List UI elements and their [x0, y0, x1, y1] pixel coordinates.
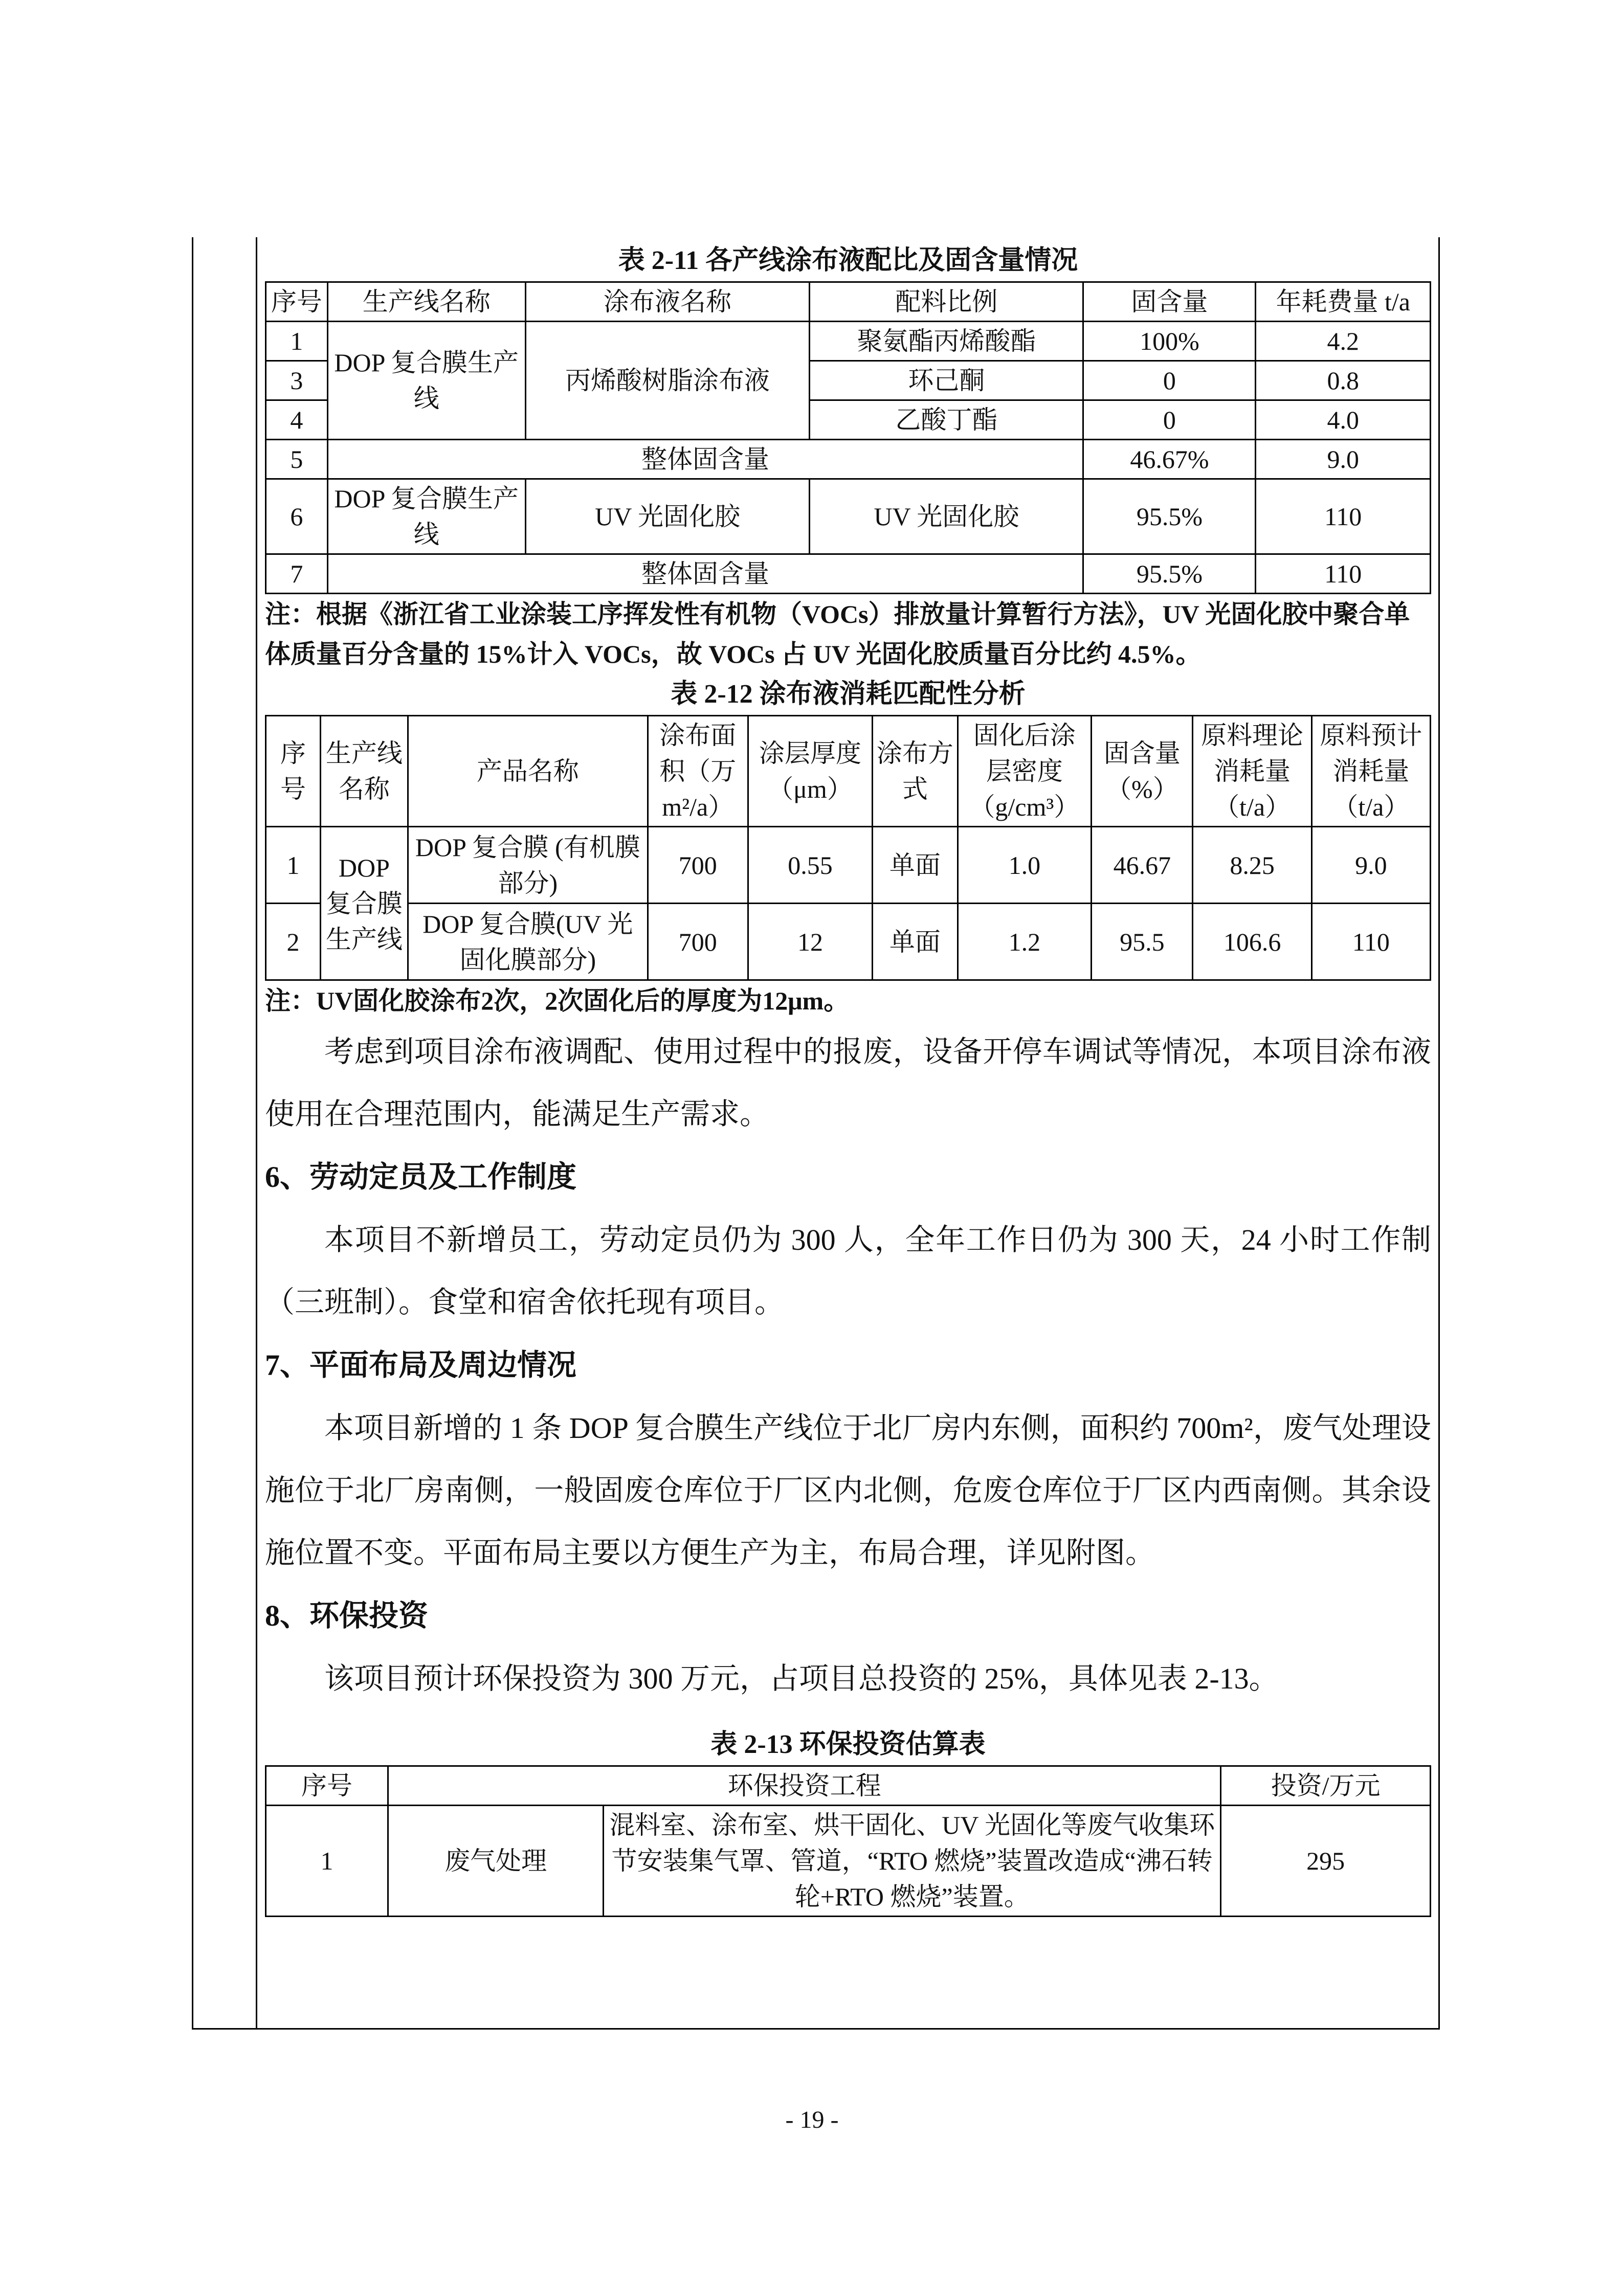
cell-no: 4	[266, 400, 328, 440]
cell-expected: 9.0	[1311, 827, 1430, 904]
cell-no: 5	[266, 440, 328, 479]
cell-solid: 46.67%	[1083, 440, 1256, 479]
header-cell: 涂布面积（万 m²/a）	[648, 716, 748, 827]
table-row	[266, 322, 1431, 361]
cell-theory: 8.25	[1193, 827, 1311, 904]
cell-solid: 0	[1083, 400, 1256, 440]
cell-product: DOP 复合膜(UV 光固化膜部分)	[408, 904, 648, 980]
cell-line: DOP 复合膜生产线	[327, 322, 525, 440]
cell-ratio: 环己酮	[810, 361, 1083, 400]
cell-usage: 9.0	[1256, 440, 1431, 479]
table-row	[266, 440, 1431, 479]
section-heading-8: 8、环保投资	[265, 1599, 429, 1632]
header-cell: 涂层厚度（μm）	[748, 716, 873, 827]
table-2-12-caption: 表 2-12 涂布液消耗匹配性分析	[671, 680, 1026, 709]
cell-usage: 4.2	[1256, 322, 1431, 361]
header-cell: 年耗费量 t/a	[1256, 282, 1431, 322]
table-2-11	[265, 281, 1431, 594]
cell-area: 700	[648, 827, 748, 904]
cell-solid: 95.5%	[1083, 554, 1256, 594]
cell-solid: 95.5	[1092, 904, 1193, 980]
header-cell: 生产线名称	[327, 282, 525, 322]
header-cell: 序号	[266, 282, 328, 322]
cell-merged: 整体固含量	[327, 440, 1083, 479]
cell-usage: 110	[1256, 554, 1431, 594]
table-2-11-caption: 表 2-11 各产线涂布液配比及固含量情况	[618, 246, 1078, 275]
header-cell: 固含量（%）	[1092, 716, 1193, 827]
cell-no: 1	[266, 322, 328, 361]
cell-ratio: 乙酸丁酯	[810, 400, 1083, 440]
paragraph-investment: 该项目预计环保投资为 300 万元，占项目总投资的 25%，具体见表 2-13。	[324, 1662, 1279, 1695]
cell-no: 2	[266, 904, 321, 980]
cell-density: 1.0	[958, 827, 1092, 904]
page-number: - 19 -	[785, 2106, 839, 2133]
table-2-11-note: 注：根据《浙江省工业涂装工序挥发性有机物（VOCs）排放量计算暂行方法》，UV 光固化胶中聚合单体质量百分含量的 15%计入 VOCs，故 VOCs 占 UV 光固化胶质量百分比约 4.5%。	[265, 600, 1410, 668]
table-header-row	[266, 1766, 1431, 1806]
cell-ratio: UV 光固化胶	[810, 479, 1083, 554]
cell-product: DOP 复合膜 (有机膜部分)	[408, 827, 648, 904]
table-row	[266, 479, 1431, 554]
table-header-row	[266, 282, 1431, 322]
cell-line: DOP 复合膜生产线	[327, 479, 525, 554]
table-2-12	[265, 715, 1431, 981]
cell-ratio: 聚氨酯丙烯酸酯	[810, 322, 1083, 361]
frame-inner-line	[256, 237, 257, 2030]
cell-no: 1	[266, 827, 321, 904]
section-heading-6: 6、劳动定员及工作制度	[265, 1160, 577, 1194]
cell-mode: 单面	[873, 904, 958, 980]
cell-no: 3	[266, 361, 328, 400]
table-2-13	[265, 1765, 1431, 1917]
table-header-row	[266, 716, 1431, 827]
cell-merged: 整体固含量	[327, 554, 1083, 594]
cell-area: 700	[648, 904, 748, 980]
header-cell: 投资/万元	[1221, 1766, 1431, 1806]
cell-liquid: 丙烯酸树脂涂布液	[525, 322, 810, 440]
header-cell: 序号	[266, 1766, 388, 1806]
paragraph-layout: 本项目新增的 1 条 DOP 复合膜生产线位于北厂房内东侧，面积约 700m²，废气处理设施位于北厂房南侧，一般固废仓库位于厂区内北侧，危废仓库位于厂区内西南侧。其余设施位置不变。平面布局主要以方便生产为主，布局合理，详见附图。	[265, 1411, 1431, 1569]
header-cell: 固化后涂层密度（g/cm³）	[958, 716, 1092, 827]
table-row	[266, 1806, 1431, 1917]
table-row	[266, 904, 1431, 980]
cell-usage: 4.0	[1256, 400, 1431, 440]
cell-theory: 106.6	[1193, 904, 1311, 980]
cell-solid: 100%	[1083, 322, 1256, 361]
cell-thickness: 12	[748, 904, 873, 980]
cell-no: 1	[266, 1806, 388, 1917]
header-cell: 配料比例	[810, 282, 1083, 322]
header-cell: 涂布液名称	[525, 282, 810, 322]
header-cell: 固含量	[1083, 282, 1256, 322]
header-cell: 生产线名称	[321, 716, 408, 827]
section-heading-7: 7、平面布局及周边情况	[265, 1348, 577, 1382]
paragraph-coating-usage: 考虑到项目涂布液调配、使用过程中的报废，设备开停车调试等情况，本项目涂布液使用在合理范围内，能满足生产需求。	[265, 1035, 1431, 1131]
cell-mode: 单面	[873, 827, 958, 904]
header-cell: 原料预计消耗量（t/a）	[1311, 716, 1430, 827]
table-2-13-caption: 表 2-13 环保投资估算表	[710, 1730, 986, 1759]
cell-amount: 295	[1221, 1806, 1431, 1917]
cell-expected: 110	[1311, 904, 1430, 980]
cell-line: DOP 复合膜生产线	[321, 827, 408, 980]
cell-usage: 0.8	[1256, 361, 1431, 400]
cell-category: 废气处理	[388, 1806, 604, 1917]
table-row	[266, 827, 1431, 904]
page-content	[265, 240, 1431, 1917]
header-cell: 产品名称	[408, 716, 648, 827]
header-cell: 序号	[266, 716, 321, 827]
paragraph-staffing: 本项目不新增员工，劳动定员仍为 300 人，全年工作日仍为 300 天，24 小时工作制（三班制）。食堂和宿舍依托现有项目。	[265, 1223, 1431, 1319]
cell-thickness: 0.55	[748, 827, 873, 904]
table-row	[266, 554, 1431, 594]
cell-density: 1.2	[958, 904, 1092, 980]
header-cell: 涂布方式	[873, 716, 958, 827]
header-cell: 原料理论消耗量（t/a）	[1193, 716, 1311, 827]
header-cell: 环保投资工程	[388, 1766, 1221, 1806]
cell-desc: 混料室、涂布室、烘干固化、UV 光固化等废气收集环节安装集气罩、管道，“RTO 燃烧”装置改造成“沸石转轮+RTO 燃烧”装置。	[604, 1806, 1221, 1917]
cell-solid: 0	[1083, 361, 1256, 400]
cell-solid: 46.67	[1092, 827, 1193, 904]
cell-solid: 95.5%	[1083, 479, 1256, 554]
cell-no: 6	[266, 479, 328, 554]
cell-liquid: UV 光固化胶	[525, 479, 810, 554]
cell-usage: 110	[1256, 479, 1431, 554]
table-2-12-note: 注：UV固化胶涂布2次，2次固化后的厚度为12μm。	[265, 986, 850, 1015]
cell-no: 7	[266, 554, 328, 594]
